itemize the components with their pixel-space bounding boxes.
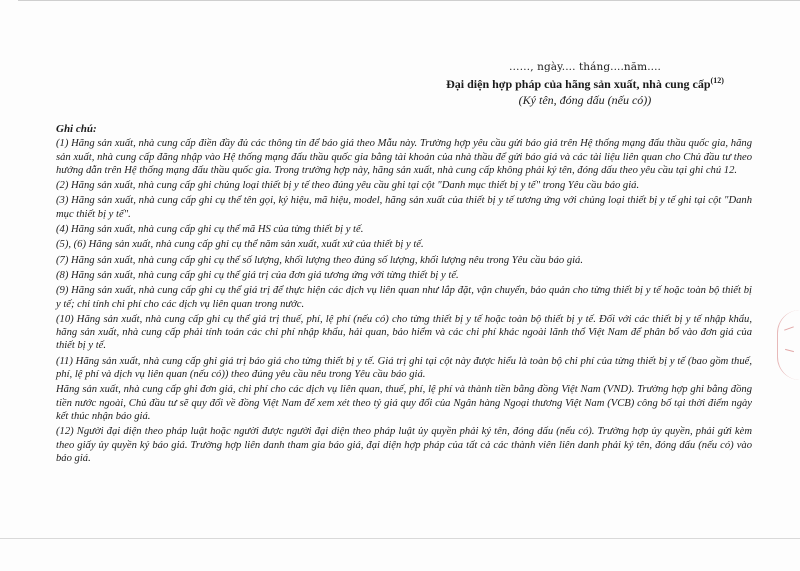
note-5-6: (5), (6) Hãng sản xuất, nhà cung cấp ghi cụ thể năm sản xuất, xuất xứ của thiết bị y tế.	[56, 239, 424, 251]
top-edge-line	[18, 0, 800, 1]
note-4: (4) Hãng sản xuất, nhà cung cấp ghi cụ thể mã HS của từng thiết bị y tế.	[56, 224, 364, 236]
signature-block	[420, 60, 750, 108]
bottom-edge-line	[0, 538, 800, 539]
note-3: (3) Hãng sản xuất, nhà cung cấp ghi cụ thể tên gọi, ký hiệu, mã hiệu, model, hãng sản xuất của thiết bị y tế tương ứng với chủng loại thiết bị y tế ghi tại cột "Danh mục thiết bị y tế".	[56, 195, 752, 220]
note-9: (9) Hãng sản xuất, nhà cung cấp ghi cụ thể giá trị để thực hiện các dịch vụ liên quan như lắp đặt, vận chuyển, bảo quản cho từng thiết bị y tế hoặc toàn bộ thiết bị y tế; chỉ tính chi phí cho các dịch vụ liên quan trong nước.	[56, 285, 752, 310]
sign-note: (Ký tên, đóng dấu (nếu có))	[518, 93, 652, 107]
note-10: (10) Hãng sản xuất, nhà cung cấp ghi cụ thể giá trị thuế, phí, lệ phí (nếu có) cho từng thiết bị y tế hoặc toàn bộ thiết bị y tế. Đối với các thiết bị y tế nhập khẩu, hãng sản xuất, nhà cung cấp phải tính toán các chi phí nhập khẩu, hải quan, bảo hiểm và các chi phí khác ngoài lãnh thổ Việt Nam để phân bổ vào đơn giá của thiết bị y tế.	[56, 313, 752, 352]
representative-title-text: Đại diện hợp pháp của hãng sản xuất, nhà cung cấp	[446, 77, 711, 91]
notes-section	[56, 123, 752, 467]
stamp-edge-mark	[777, 310, 800, 380]
note-11: (11) Hãng sản xuất, nhà cung cấp ghi giá trị báo giá cho từng thiết bị y tế. Giá trị ghi tại cột này được hiểu là toàn bộ chi phí của từng thiết bị y tế (bao gồm thuế, phí, lệ phí và dịch vụ liên quan (nếu có)) theo đúng yêu cầu nêu trong Yêu cầu báo giá.	[56, 355, 752, 381]
notes-heading: Ghi chú:	[56, 123, 97, 135]
footnote-ref-12: (12)	[710, 76, 724, 85]
note-1: (1) Hãng sản xuất, nhà cung cấp điền đầy đủ các thông tin để báo giá theo Mẫu này. Trường hợp yêu cầu gửi báo giá trên Hệ thống mạng đấu thầu quốc gia, hãng sản xuất, nhà cung cấp đăng nhập vào Hệ thống mạng đấu thầu quốc gia bằng tài khoản của nhà thầu để gửi báo giá và các tài liệu liên quan cho Chủ đầu tư theo hướng dẫn trên Hệ thống mạng đấu thầu quốc gia. Trong trường hợp này, hãng sản xuất, nhà cung cấp không phải ký tên, đóng dấu theo yêu cầu tại ghi chú 12.	[56, 138, 752, 176]
note-8: (8) Hãng sản xuất, nhà cung cấp ghi cụ thể giá trị của đơn giá tương ứng với từng thiết bị y tế.	[56, 269, 459, 281]
note-7: (7) Hãng sản xuất, nhà cung cấp ghi cụ thể số lượng, khối lượng theo đúng số lượng, khối lượng nêu trong Yêu cầu báo giá.	[56, 254, 584, 266]
note-2: (2) Hãng sản xuất, nhà cung cấp ghi chủng loại thiết bị y tế theo đúng yêu cầu ghi tại cột "Danh mục thiết bị y tế" trong Yêu cầu báo giá.	[56, 180, 640, 192]
date-line: ……, ngày.... tháng....năm....	[509, 61, 661, 73]
representative-title	[420, 76, 750, 92]
note-12: (12) Người đại diện theo pháp luật hoặc người được người đại diện theo pháp luật ủy quyền phải ký tên, đóng dấu (nếu có). Trường hợp ủy quyền, phải gửi kèm theo giấy ủy quyền ký báo giá. Trường hợp liên danh tham gia báo giá, đại diện hợp pháp của tất cả các thành viên liên danh phải ký tên, đóng dấu (nếu có) vào báo giá.	[56, 426, 752, 464]
note-currency: Hãng sản xuất, nhà cung cấp ghi đơn giá, chi phí cho các dịch vụ liên quan, thuế, phí, lệ phí và thành tiền bằng đồng Việt Nam (VND). Trường hợp ghi bằng đồng tiền nước ngoài, Chủ đầu tư sẽ quy đổi về đồng Việt Nam để xem xét theo tỷ giá quy đổi của Ngân hàng Ngoại thương Việt Nam (VCB) công bố tại thời điểm ngày kết thúc nhận báo giá.	[56, 384, 752, 422]
